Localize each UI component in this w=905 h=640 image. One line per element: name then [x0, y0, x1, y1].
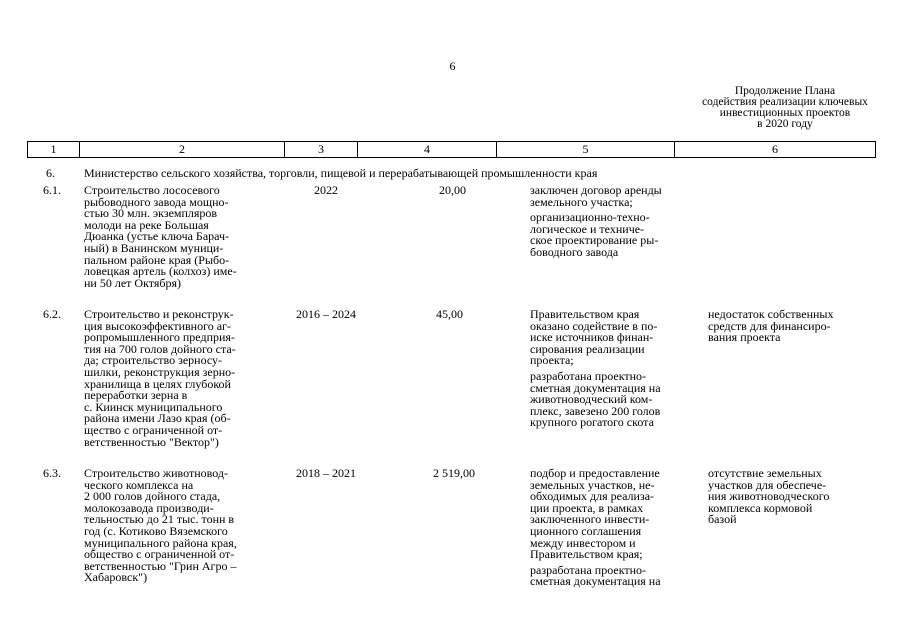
text-line: района имени Лазо края (об-: [84, 411, 231, 426]
column-header-5: 5: [497, 142, 675, 158]
text-line: проекта;: [530, 353, 574, 368]
continuation-line: в 2020 году: [757, 118, 813, 130]
page-number: 6: [449, 59, 456, 73]
text-line: ный) в Ванинском муници-: [84, 240, 224, 255]
column-header-6: 6: [675, 142, 876, 158]
text-line: земельных участков, не-: [530, 477, 655, 492]
text-line: земельного участка;: [530, 194, 633, 209]
text-line: комплекса кормовой: [708, 500, 813, 515]
text-line: Хабаровск"): [84, 570, 148, 585]
text-line: крупного рогатого скота: [530, 415, 654, 430]
text-line: ционного соглашения: [530, 523, 642, 538]
project-status: [530, 468, 661, 588]
implementation-years: 2016 – 2024: [296, 307, 356, 321]
text-line: ни 50 лет Октября): [84, 275, 181, 290]
status-paragraph: [530, 185, 662, 208]
text-line: участков для обеспече-: [708, 477, 827, 492]
text-line: хранилища в целях глубокой: [84, 376, 231, 391]
text-line: Строительство животновод-: [84, 466, 228, 480]
status-paragraph: [530, 368, 661, 430]
text-line: Строительство и реконструк-: [84, 307, 234, 321]
text-line: ропромышленного предприя-: [84, 330, 235, 345]
text-line: общество с ограниченной от-: [84, 547, 235, 562]
text-line: тия на 700 голов дойного ста-: [84, 341, 236, 356]
text-line: логическое и техниче-: [530, 221, 645, 236]
implementation-years: 2022: [314, 183, 338, 197]
project-status: [530, 185, 662, 259]
text-line: 2 000 голов дойного стада,: [84, 489, 221, 504]
text-line: ции проекта, в рамках: [530, 500, 644, 515]
column-header-2: 2: [80, 142, 285, 158]
text-line: недостаток собственных: [708, 307, 834, 321]
text-line: иске источников финан-: [530, 330, 654, 345]
investment-amount: 2 519,00: [433, 466, 475, 480]
text-line: ветственностью "Грин Агро –: [84, 558, 237, 573]
column-header-4: 4: [358, 142, 497, 158]
text-line: ловецкая артель (колхоз) име-: [84, 264, 237, 279]
column-header-1: 1: [28, 142, 80, 158]
text-line: с. Киинск муниципального: [84, 399, 223, 414]
continuation-line: инвестиционных проектов: [719, 107, 851, 119]
text-line: молоди на реке Большая: [84, 217, 209, 232]
text-line: ческого комплекса на: [84, 477, 194, 492]
continuation-line: содействия реализации ключевых: [702, 96, 868, 108]
status-paragraph: [530, 212, 662, 258]
text-line: Строительство лососевого: [84, 183, 220, 197]
text-line: между инвестором и: [530, 535, 636, 550]
text-line: базой: [708, 512, 737, 527]
text-line: ское проектирование ры-: [530, 233, 659, 248]
implementation-years: 2018 – 2021: [296, 466, 356, 480]
status-paragraph: [530, 309, 661, 367]
text-line: заключен договор аренды: [530, 183, 662, 197]
row-number: 6.2.: [43, 307, 61, 321]
text-line: подбор и предоставление: [530, 466, 660, 480]
text-line: шилки, реконструкция зерно-: [84, 364, 236, 379]
text-line: сметная документация на: [530, 574, 661, 589]
project-description: [84, 309, 284, 448]
text-line: стью 30 млн. экземпляров: [84, 206, 218, 221]
text-line: плекс, завезено 200 голов: [530, 403, 661, 418]
row-number: 6.1.: [43, 183, 61, 197]
project-note: [708, 468, 829, 526]
status-paragraph: [530, 562, 661, 589]
text-line: щество с ограниченной от-: [84, 422, 223, 437]
text-line: пальном районе края (Рыбо-: [84, 252, 230, 267]
investment-amount: 45,00: [436, 307, 463, 321]
text-line: разработана проектно-: [530, 562, 647, 577]
column-header-3: 3: [285, 142, 358, 158]
text-line: заключенного инвести-: [530, 512, 650, 527]
text-line: ния животноводческого: [708, 489, 830, 504]
text-line: ция высокоэффективного аг-: [84, 318, 231, 333]
text-line: молокозавода производи-: [84, 500, 214, 515]
column-number-row: [27, 141, 876, 158]
section-number: 6.: [46, 166, 55, 180]
project-description: [84, 468, 284, 584]
status-paragraph: [530, 468, 661, 561]
text-line: Правительством края: [530, 307, 640, 321]
investment-amount: 20,00: [439, 183, 466, 197]
section-title: Министерство сельского хозяйства, торговли, пищевой и перерабатывающей промышленности края: [84, 166, 598, 180]
text-line: тельностью до 21 тыс. тонн в: [84, 512, 235, 527]
text-line: разработана проектно-: [530, 368, 647, 383]
text-line: Дюанка (устье ключа Барач-: [84, 229, 230, 244]
text-line: Правительством края;: [530, 547, 643, 562]
row-number: 6.3.: [43, 466, 61, 480]
text-line: оказано содействие в по-: [530, 318, 658, 333]
text-line: обходимых для реализа-: [530, 489, 655, 504]
text-line: средств для финансиро-: [708, 318, 831, 333]
text-line: год (с. Котиково Вяземского: [84, 523, 228, 538]
project-description: [84, 185, 284, 289]
text-line: ветственностью "Вектор"): [84, 434, 219, 449]
text-line: боводного завода: [530, 244, 619, 259]
text-line: отсутствие земельных: [708, 466, 822, 480]
continuation-line: Продолжение Плана: [734, 85, 836, 97]
project-note: [708, 309, 833, 344]
text-line: да; строительство зерносу-: [84, 353, 223, 368]
text-line: организационно-техно-: [530, 210, 650, 225]
text-line: сирования реализации: [530, 341, 645, 356]
text-line: сметная документация на: [530, 380, 661, 395]
text-line: животноводческий ком-: [530, 392, 653, 407]
continuation-heading: [640, 86, 905, 130]
text-line: муниципального района края,: [84, 535, 237, 550]
project-status: [530, 309, 661, 429]
text-line: рыбоводного завода мощно-: [84, 194, 229, 209]
text-line: вания проекта: [708, 330, 781, 345]
text-line: переработки зерна в: [84, 388, 188, 403]
